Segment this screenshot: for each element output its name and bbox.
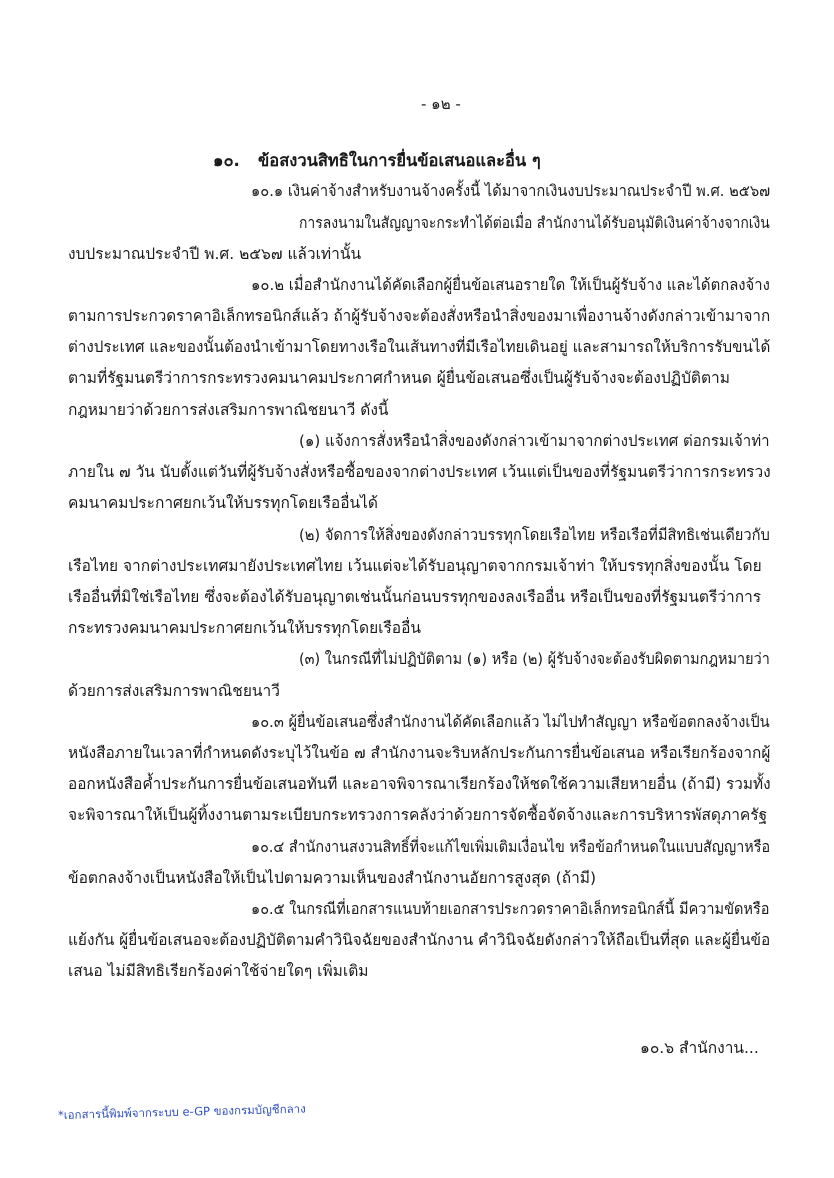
paragraph-line: ๑๐.๔ สำนักงานสงวนสิทธิ์ที่จะแก้ไขเพิ่มเติมเงื่อนไข หรือข้อกำหนดในแบบสัญญาหรือ — [251, 838, 771, 856]
paragraph-line: เรืออื่นที่มิใช่เรือไทย ซึ่งจะต้องได้รับอนุญาตเช่นนั้นก่อนบรรทุกของลงเรืออื่น หรือเป็นของที่รัฐมนตรีว่าการ — [68, 588, 762, 606]
paragraph-line: ข้อตกลงจ้างเป็นหนังสือให้เป็นไปตามความเห็นของสำนักงานอัยการสูงสุด (ถ้ามี) — [68, 869, 597, 887]
paragraph-line: แย้งกัน ผู้ยื่นข้อเสนอจะต้องปฏิบัติตามคำวินิจฉัยของสำนักงาน คำวินิจฉัยดังกล่าวให้ถือเป็นที่สุด และผู้ยื่นข้อ — [68, 931, 771, 949]
paragraph-line: ๑๐.๑ เงินค่าจ้างสำหรับงานจ้างครั้งนี้ ได้มาจากเงินงบประมาณประจำปี พ.ศ. ๒๕๖๗ — [251, 182, 771, 200]
paragraph-line: ๑๐.๕ ในกรณีที่เอกสารแนบท้ายเอกสารประกวดราคาอิเล็กทรอนิกส์นี้ มีความขัดหรือ — [251, 900, 770, 918]
paragraph-line: (๓) ในกรณีที่ไม่ปฏิบัติตาม (๑) หรือ (๒) ผู้รับจ้างจะต้องรับผิดตามกฎหมายว่า — [299, 650, 770, 668]
paragraph-line: (๒) จัดการให้สิ่งของดังกล่าวบรรทุกโดยเรือไทย หรือเรือที่มีสิทธิเช่นเดียวกับ — [299, 526, 770, 544]
paragraph-line: ต่างประเทศ และของนั้นต้องนำเข้ามาโดยทางเรือในเส้นทางที่มีเรือไทยเดินอยู่ และสามารถให้บริการรับขนได้ — [68, 338, 771, 356]
paragraph-line: งบประมาณประจำปี พ.ศ. ๒๕๖๗ แล้วเท่านั้น — [68, 245, 362, 263]
paragraph-line: ด้วยการส่งเสริมการพาณิชยนาวี — [68, 682, 280, 700]
paragraph-line: เรือไทย จากต่างประเทศมายังประเทศไทย เว้นแต่จะได้รับอนุญาตจากกรมเจ้าท่า ให้บรรทุกสิ่งของนั้น โดย — [68, 557, 762, 575]
paragraph-line: คมนาคมประกาศยกเว้นให้บรรทุกโดยเรืออื่นได้ — [68, 494, 378, 512]
page-number: - ๑๒ - — [421, 95, 461, 113]
paragraph-line: เสนอ ไม่มีสิทธิเรียกร้องค่าใช้จ่ายใดๆ เพิ่มเติม — [68, 962, 369, 980]
paragraph-line: การลงนามในสัญญาจะกระทำได้ต่อเมื่อ สำนักงานได้รับอนุมัติเงินค่าจ้างจากเงิน — [299, 214, 770, 232]
paragraph-line: ๑๐.๓ ผู้ยื่นข้อเสนอซึ่งสำนักงานได้คัดเลือกแล้ว ไม่ไปทำสัญญา หรือข้อตกลงจ้างเป็น — [251, 713, 770, 731]
paragraph-line: หนังสือภายในเวลาที่กำหนดดังระบุไว้ในข้อ ๗ สำนักงานจะริบหลักประกันการยื่นข้อเสนอ หรือเรียกร้องจากผู้ — [68, 744, 771, 762]
section-title: ข้อสงวนสิทธิในการยื่นข้อเสนอและอื่น ๆ — [258, 151, 541, 170]
paragraph-line: จะพิจารณาให้เป็นผู้ทิ้งงานตามระเบียบกระทรวงการคลังว่าด้วยการจัดซื้อจัดจ้างและการบริหารพัสดุภาครัฐ — [68, 806, 768, 824]
paragraph-line: ๑๐.๒ เมื่อสำนักงานได้คัดเลือกผู้ยื่นข้อเสนอรายใด ให้เป็นผู้รับจ้าง และได้ตกลงจ้าง — [251, 276, 770, 294]
continuation-text: ๑๐.๖ สำนักงาน... — [640, 1039, 759, 1057]
paragraph-line: (๑) แจ้งการสั่งหรือนำสิ่งของดังกล่าวเข้ามาจากต่างประเทศ ต่อกรมเจ้าท่า — [299, 432, 770, 450]
paragraph-line: ตามการประกวดราคาอิเล็กทรอนิกส์แล้ว ถ้าผู้รับจ้างจะต้องสั่งหรือนำสิ่งของมาเพื่องานจ้างดังกล่าวเข้ามาจาก — [68, 307, 771, 325]
paragraph-line: ออกหนังสือค้ำประกันการยื่นข้อเสนอทันที และอาจพิจารณาเรียกร้องให้ชดใช้ความเสียหายอื่น (ถ้ามี) รวมทั้ง — [68, 775, 771, 793]
section-number: ๑๐. — [213, 151, 240, 170]
paragraph-line: ภายใน ๗ วัน นับตั้งแต่วันที่ผู้รับจ้างสั่งหรือซื้อของจากต่างประเทศ เว้นแต่เป็นของที่รัฐมนตรีว่าการกระทรวง — [68, 463, 771, 481]
paragraph-line: กฎหมายว่าด้วยการส่งเสริมการพาณิชยนาวี ดังนี้ — [68, 401, 389, 419]
paragraph-line: กระทรวงคมนาคมประกาศยกเว้นให้บรรทุกโดยเรืออื่น — [68, 619, 421, 637]
footer-note: *เอกสารนี้พิมพ์จากระบบ e-GP ของกรมบัญชีกลาง — [57, 1101, 306, 1122]
paragraph-line: ตามที่รัฐมนตรีว่าการกระทรวงคมนาคมประกาศกำหนด ผู้ยื่นข้อเสนอซึ่งเป็นผู้รับจ้างจะต้องปฏิบัติตาม — [68, 369, 730, 387]
